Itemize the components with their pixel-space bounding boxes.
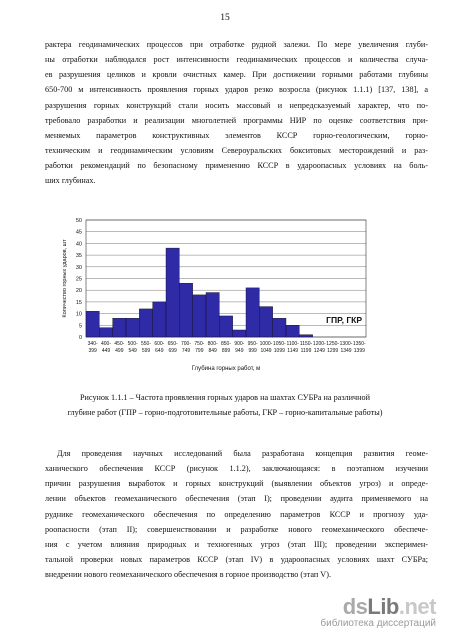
histogram-bar	[86, 311, 99, 337]
x-tick-label: 650-	[167, 341, 178, 347]
y-tick-label: 10	[75, 311, 82, 318]
x-tick-label: 849	[208, 348, 217, 354]
x-tick-label: 899	[221, 348, 231, 354]
text-line: работки рекомендаций по безопасному применению КССР в удароопасных условиях на боль-	[45, 161, 428, 171]
histogram-bar	[153, 302, 166, 337]
x-tick-label: 1100-	[286, 341, 299, 347]
x-tick-label: 700-	[180, 341, 192, 347]
y-tick-label: 45	[75, 229, 82, 236]
x-tick-label: 649	[155, 348, 164, 354]
histogram-bar	[179, 283, 192, 337]
histogram-bar	[286, 325, 299, 337]
text-line: техническим и геодинамическим условиям Североуральских бокситовых месторождений и раз-	[45, 146, 428, 156]
x-tick-label: 850-	[220, 341, 232, 347]
x-tick-label: 340-	[87, 341, 98, 347]
x-tick-label: 500-	[127, 341, 138, 347]
text-line: ших глубинах.	[45, 176, 96, 186]
y-tick-label: 0	[78, 335, 82, 341]
x-tick-label: 900-	[234, 341, 245, 347]
histogram-bar	[273, 318, 286, 337]
histogram-bar	[193, 295, 206, 337]
histogram-bar	[206, 293, 219, 337]
y-tick-label: 35	[75, 253, 82, 260]
x-tick-label: 1200-	[312, 341, 326, 347]
text-line: Для проведения научных исследований была разработана концепция развития геоме-	[57, 449, 428, 458]
text-line: причин разрушения выработок и горных конструкций (выявлении объектов угроз) и опреде-	[45, 479, 428, 489]
x-axis-label: Глубина горных работ, м	[191, 366, 261, 372]
histogram-bar	[233, 330, 246, 337]
y-tick-label: 30	[75, 264, 82, 271]
text-line: руднике геомеханического обеспечения по определению параметров КССР и прогнозу уда-	[45, 509, 428, 519]
y-tick-label: 40	[75, 241, 82, 248]
x-tick-label: 1199	[300, 348, 312, 354]
histogram-bar	[246, 288, 259, 337]
x-tick-label: 1350-	[352, 341, 366, 347]
x-tick-label: 1150-	[299, 341, 313, 347]
y-tick-label: 20	[75, 288, 82, 295]
paragraph-2	[45, 446, 428, 582]
x-tick-label: 399	[88, 348, 97, 354]
x-tick-label: 699	[168, 348, 177, 354]
x-tick-label: 499	[115, 348, 124, 354]
chart-annotation: ГПР, ГКР	[326, 315, 362, 326]
x-tick-label: 1399	[353, 348, 365, 354]
histogram-bar	[99, 328, 112, 337]
y-tick-label: 50	[75, 218, 82, 224]
x-tick-label: 799	[195, 348, 204, 354]
y-axis-label: Количество горных ударов, шт	[62, 239, 68, 318]
x-tick-label: 749	[181, 348, 191, 354]
x-tick-label: 600-	[154, 341, 165, 347]
x-tick-label: 449	[101, 348, 111, 354]
x-tick-label: 1049	[260, 348, 272, 354]
dslib-watermark	[320, 596, 436, 629]
watermark-subtitle: библиотека диссертаций	[320, 618, 436, 629]
dslib-logo: dsLib.net	[342, 594, 436, 619]
histogram-bar	[166, 248, 179, 337]
x-tick-label: 1149	[287, 348, 299, 354]
text-line: ны отработки наблюдался рост интенсивности геодинамических процессов и количества случа-	[45, 55, 428, 65]
figure-caption-line-2: глубине работ (ГПР – горно-подготовительные работы, ГКР – горно-капитальные работы)	[67, 408, 383, 417]
text-line: разрушения горных конструкций стали носить массовый и непредсказуемый характер, что по-	[45, 100, 428, 110]
text-line: лении объектов геомеханического обеспечения (этап I); проведении аудита применяемого на	[45, 494, 428, 504]
paragraph-1	[45, 37, 428, 189]
x-tick-label: 599	[141, 348, 151, 354]
text-line: меняемых параметров конструктивных элементов КССР горно-геологическим, горно-	[45, 130, 428, 140]
text-line: ханического обеспечения КССР (рисунок 1.1.2), заключающаяся: в поэтапном изучении	[45, 464, 428, 474]
histogram-bar	[126, 318, 139, 337]
x-tick-label: 550-	[140, 341, 152, 347]
x-tick-label: 1050-	[272, 341, 286, 347]
figure-caption-line-1: Рисунок 1.1.1 – Частота проявления горных ударов на шахтах СУБРа на различной	[80, 393, 370, 402]
x-tick-label: 750-	[194, 341, 205, 347]
x-tick-label: 800-	[207, 341, 218, 347]
histogram-bar	[259, 307, 272, 337]
y-tick-label: 25	[75, 276, 82, 283]
histogram-bar	[299, 335, 312, 337]
text-line: ев разрушения целиков и кровли очистных камер. При достижении горными работами глубины	[45, 70, 428, 80]
x-tick-label: 999	[248, 348, 257, 354]
y-tick-label: 5	[78, 323, 82, 330]
histogram-bar	[113, 318, 126, 337]
text-line: ния с учетом влияния природных и техногенных угроз (этап III); проведении эксперимен-	[45, 539, 428, 549]
y-tick-label: 15	[75, 299, 82, 306]
histogram-bar	[139, 309, 152, 337]
x-tick-label: 949	[235, 348, 244, 354]
text-line: 650-700 м интенсивность проявления горных ударов резко возросла (рисунок 1.1.1) [137, 138], а	[45, 85, 428, 95]
x-tick-label: 1300-	[339, 341, 353, 347]
x-tick-label: 400-	[100, 341, 112, 347]
histogram-chart	[58, 214, 378, 384]
x-tick-label: 549	[128, 348, 137, 354]
x-tick-label: 950-	[247, 341, 258, 347]
x-tick-label: 1250-	[326, 341, 340, 347]
x-tick-label: 1299	[327, 348, 339, 354]
text-line: рактера геодинамических процессов при отработке рудной залежи. По мере увеличения глуби-	[45, 40, 428, 49]
text-line: внедрении нового геомеханического обеспечения в горное производство (этап V).	[45, 570, 331, 580]
text-line: роопасности (этап II); совершенствовании и разработке нового геомеханического обеспече-	[45, 524, 428, 534]
x-tick-label: 1249	[313, 348, 325, 354]
x-tick-label: 450-	[114, 341, 125, 347]
text-line: требовало разработки и реализации многолетней программы НИР по оценке соответствия при-	[45, 115, 428, 125]
page-number: 15	[220, 13, 230, 23]
text-line: тальной проверки новых параметров КССР (этап IV) в удароопасных условиях шахт СУБРа;	[45, 555, 428, 565]
histogram-bar	[219, 316, 232, 337]
x-tick-label: 1099	[273, 348, 285, 354]
x-tick-label: 1349	[340, 348, 352, 354]
x-tick-label: 1000-	[259, 341, 273, 347]
